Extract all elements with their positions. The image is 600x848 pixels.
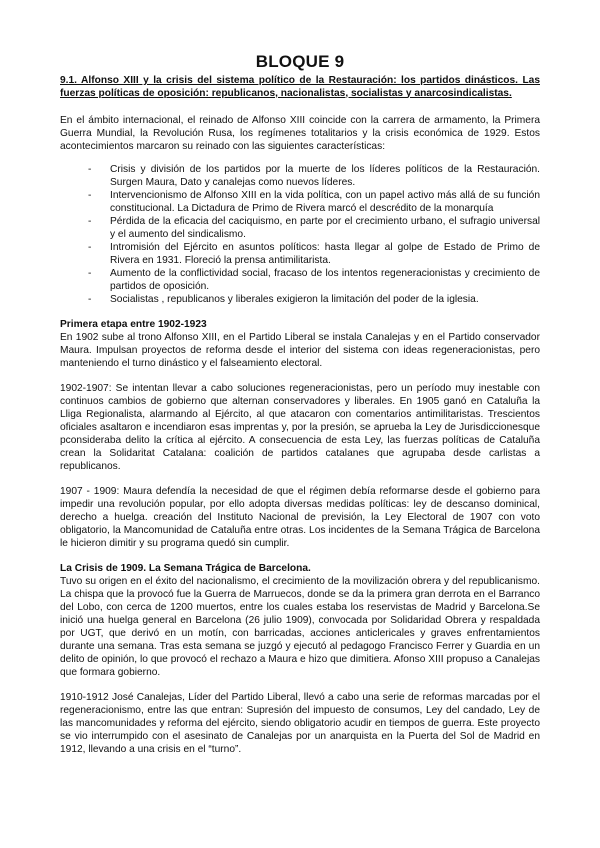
list-item: - Pérdida de la eficacia del caciquismo, en parte por el crecimiento urbano, el sufragio universal y el aumento del sindicalismo. — [88, 216, 540, 240]
paragraph-1907-1909: 1907 - 1909: Maura defendía la necesidad de que el régimen debía reformarse desde el gobierno para impedir una revolución popular, por ello adopta diversas medidas políticas: ley de descanso dominical, derecho a huelga. creación del Instituto Nacional de previsión, la Ley Electoral de 1907 con voto obligatorio, la Mancomunidad de Cataluña entre otras. Los incidentes de la Semana Trágica de Barcelona le hicieron dimitir y su programa quedó sin cumplir. — [60, 486, 540, 549]
list-item: - Intromisión del Ejército en asuntos políticos: hasta llegar al golpe de Estado de Primo de Rivera en 1931. Floreció la prensa antimilitarista. — [88, 242, 540, 266]
list-item: - Crisis y división de los partidos por la muerte de los líderes políticos de la Restauración. Surgen Maura, Dato y canalejas como nuevos líderes. — [88, 164, 540, 188]
section-heading-semana-tragica: La Crisis de 1909. La Semana Trágica de Barcelona. — [60, 563, 311, 574]
list-item: - Intervencionismo de Alfonso XIII en la vida política, con un papel activo más allá de su función constitucional. La Dictadura de Primo de Rivera marcó el descrédito de la monarquía — [88, 190, 540, 214]
list-item: - Socialistas , republicanos y liberales exigieron la limitación del poder de la iglesia. — [88, 294, 479, 305]
bullet-dash: - — [88, 190, 92, 201]
characteristics-list — [60, 163, 540, 306]
section-heading-primera-etapa: Primera etapa entre 1902-1923 — [60, 319, 207, 330]
bullet-dash: - — [88, 164, 92, 175]
bullet-dash: - — [88, 268, 92, 279]
list-item: - Aumento de la conflictividad social, fracaso de los intentos regeneracionistas y crecimiento de partidos de oposición. — [88, 268, 540, 292]
intro-paragraph: En el ámbito internacional, el reinado de Alfonso XIII coincide con la carrera de armamento, la Primera Guerra Mundial, la Revolución Rusa, los regímenes totalitarios y la crisis económica de 1929. Estos acontecimientos marcaron su reinado con las siguientes características: — [60, 115, 540, 152]
section-subtitle: 9.1. Alfonso XIII y la crisis del sistema político de la Restauración: los partidos dinásticos. Las fuerzas políticas de oposición: republicanos, nacionalistas, socialistas y anarcosindicalistas. — [60, 75, 540, 99]
paragraph-primera-etapa: En 1902 sube al trono Alfonso XIII, en el Partido Liberal se instala Canalejas y en el Partido conservador Maura. Impulsan proyectos de reforma desde el interior del sistema con ideas regeneracionistas, pero manteniendo el turno dinástico y el falseamiento electoral. — [60, 332, 540, 369]
bullet-dash: - — [88, 242, 92, 253]
page-title: BLOQUE 9 — [255, 52, 345, 71]
paragraph-1910-1912: 1910-1912 José Canalejas, Líder del Partido Liberal, llevó a cabo una serie de reformas marcadas por el regeneracionismo, entre las que entran: Supresión del impuesto de consumos, Ley del candado, Ley de las mancomunidades y reforma del ejército, siendo obligatorio acudir en tiempos de guerra. Este proyecto se vio interrumpido con el asesinato de Canalejas por un anarquista en la Puerta del Sol de Madrid en 1912, llevando a una crisis en el “turno”. — [60, 692, 540, 755]
paragraph-semana-tragica: Tuvo su origen en el éxito del nacionalismo, el crecimiento de la movilización obrera y del republicanismo. La chispa que la provocó fue la Guerra de Marruecos, donde se da la primera gran derrota en el Barranco del Lobo, con cerca de 1200 muertos, entre los cuales estaba los reservistas de Madrid y Barcelona.Se inició una huelga general en Barcelona (26 julio 1909), convocada por Solidaridad Obrera y respaldada por UGT, que derivó en un motín, con barricadas, acciones anticlericales y graves enfrentamientos durante una semana. Tras esta semana se juzgó y ejecutó al pedagogo Francisco Ferrer y Guardia en un delito de opinión, lo que provocó el rechazo a Maura e hizo que dimitiera. Afonso XIII propuso a Canalejas que formara gobierno. — [60, 576, 540, 678]
paragraph-1902-1907: 1902-1907: Se intentan llevar a cabo soluciones regeneracionistas, pero un período muy inestable con continuos cambios de gobierno que alternan conservadores y liberales. En 1905 ganó en Cataluña la Lliga Regionalista, alarmando al Ejército, al que atacaron con comentarios antimilitaristas. Trescientos oficiales asaltaron e incendiaron esas imprentas y, por la presión, se aprueba la Ley de Jurisdiccionesque pconsideraba delito la crítica al ejército. A consecuencia de esta Ley, las fuerzas políticas de Cataluña crean la Solidaritat Catalana: coalición de partidos catalanes que agrupaba desde carlistas a republicanos. — [60, 383, 540, 472]
bullet-dash: - — [88, 294, 92, 305]
bullet-dash: - — [88, 216, 92, 227]
